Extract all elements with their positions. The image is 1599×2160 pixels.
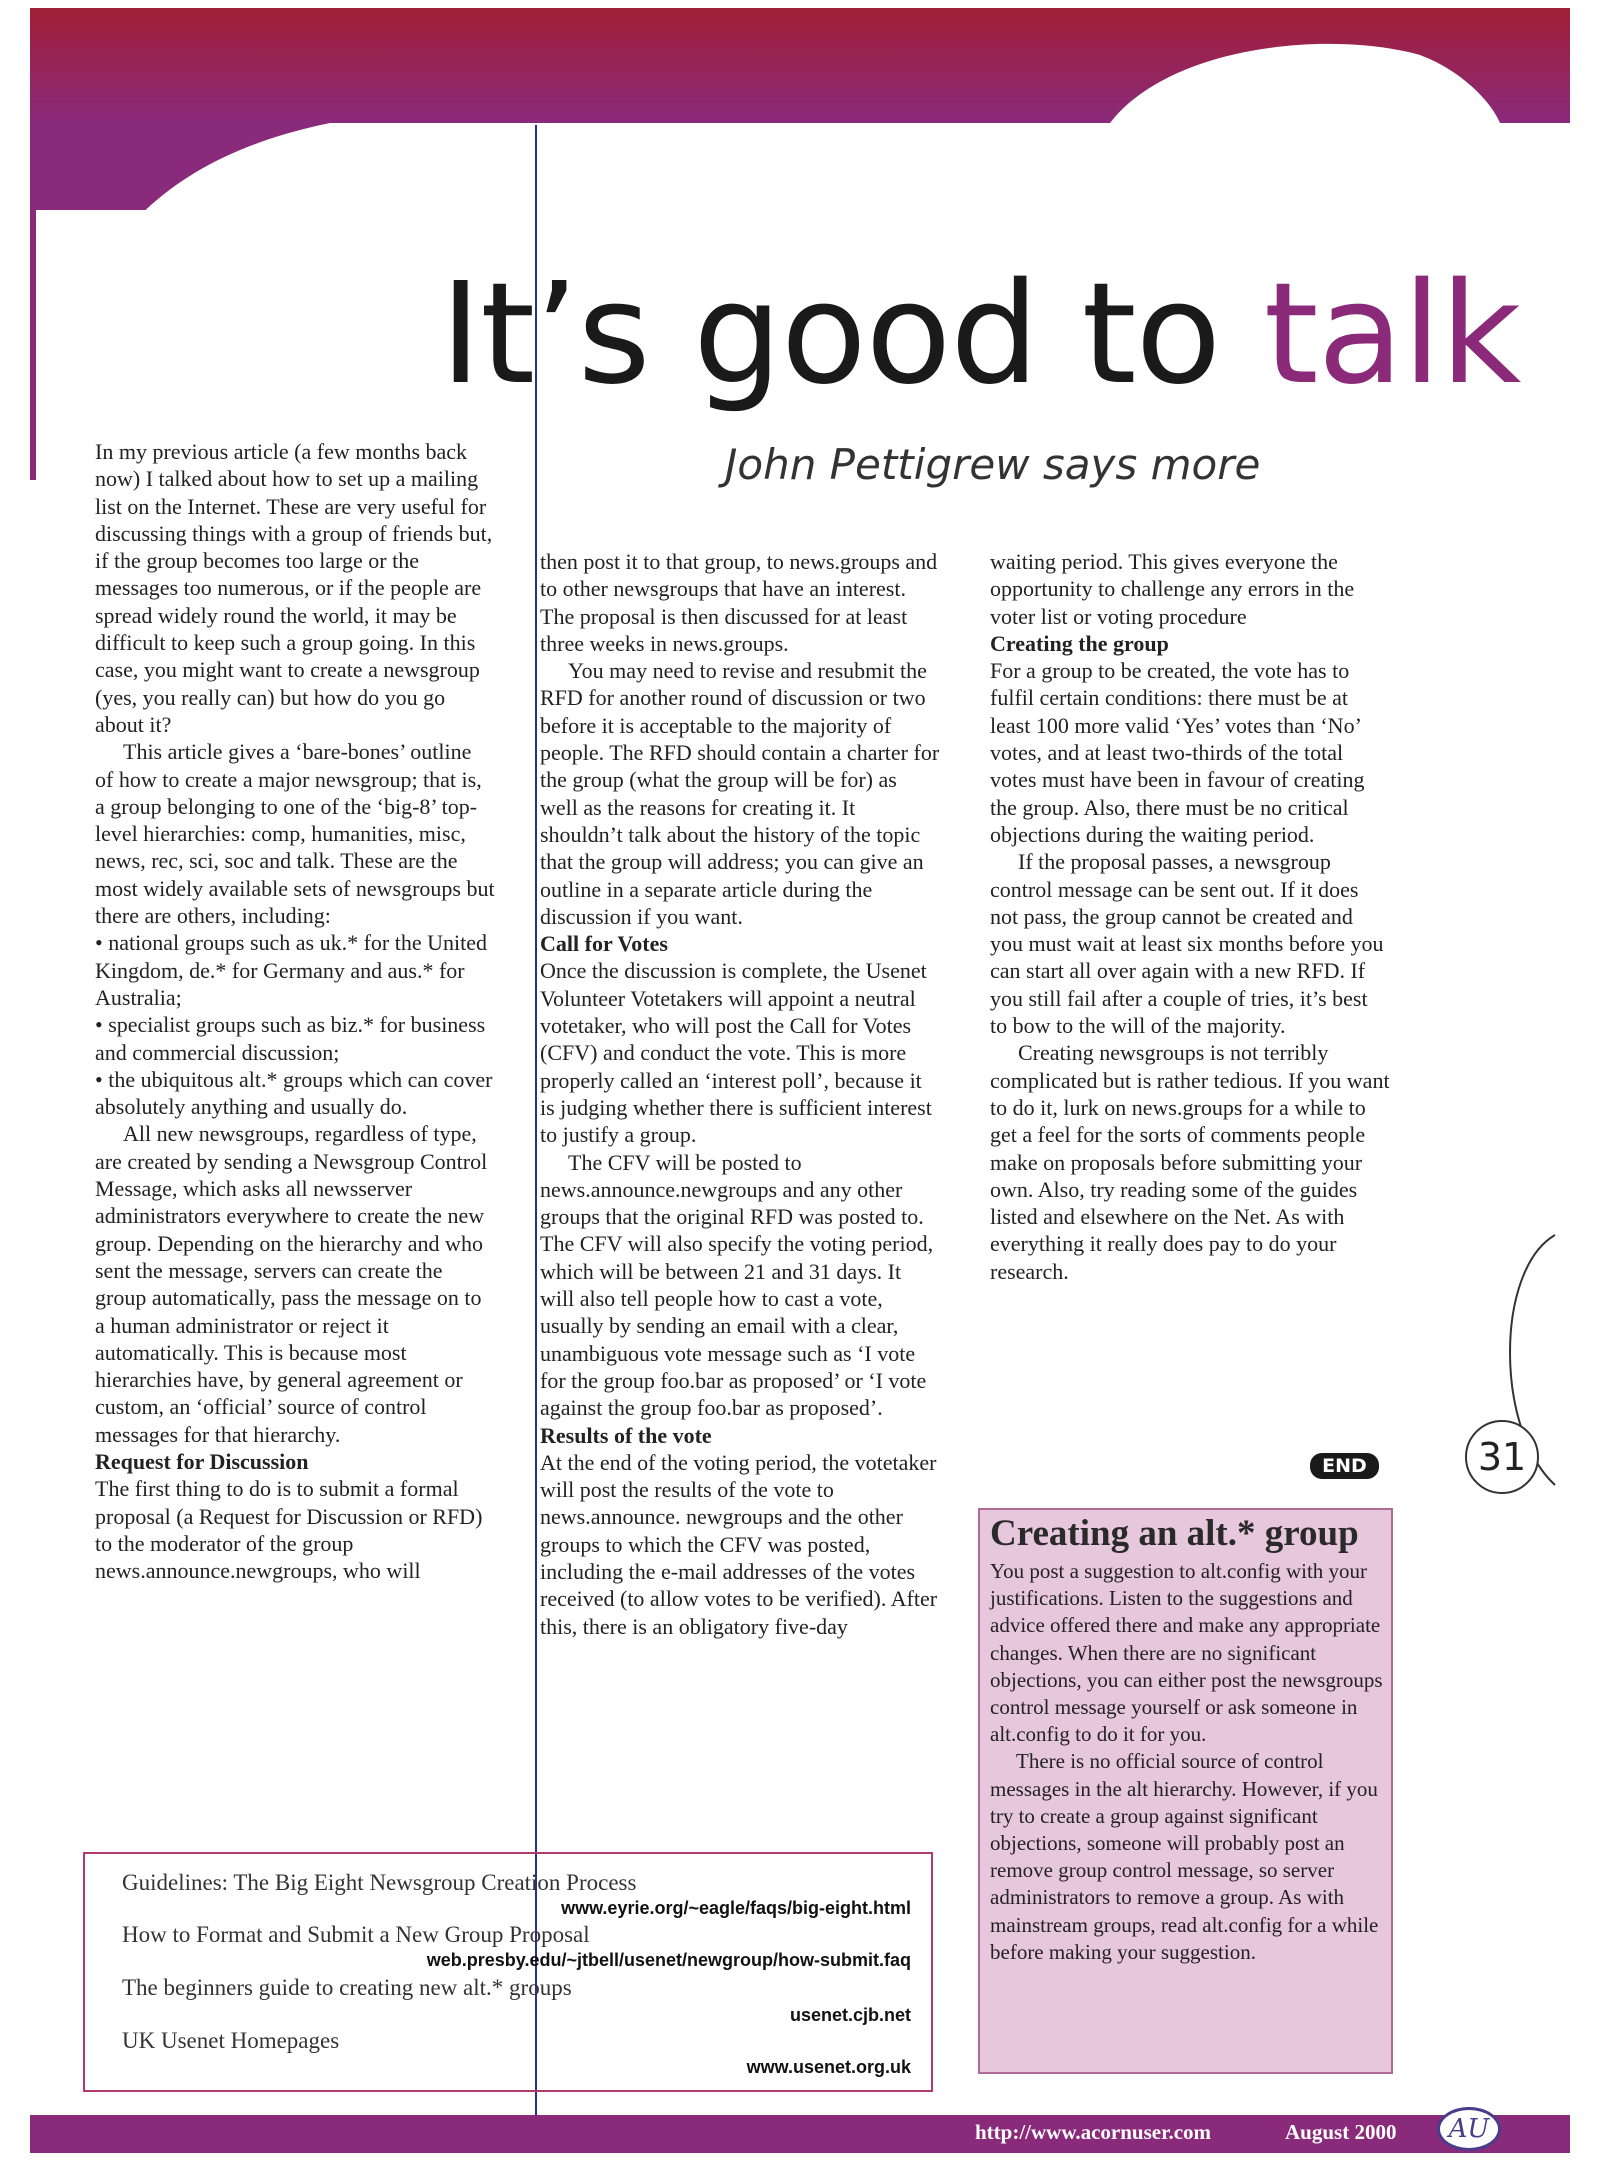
link-url[interactable]: www.eyrie.org/~eagle/faqs/big-eight.html	[561, 1898, 911, 1918]
link-url[interactable]: www.usenet.org.uk	[746, 2057, 911, 2077]
sidebar-title: Creating an alt.* group	[990, 1513, 1359, 1554]
title-main: It’s good to	[440, 253, 1264, 416]
title-accent: talk	[1263, 253, 1521, 416]
sidebar-body	[990, 1558, 1385, 1966]
paragraph: • specialist groups such as biz.* for business and commercial discussion;	[95, 1012, 486, 1065]
footer-date: August 2000	[1285, 2120, 1397, 2144]
column-divider-line	[535, 125, 537, 2125]
link-label: Guidelines: The Big Eight Newsgroup Creation Process	[122, 1870, 637, 1895]
paragraph: then post it to that group, to news.groups and to other newsgroups that have an interest. The proposal is then discussed for at least three weeks in news.groups.	[540, 549, 938, 656]
paragraph: • national groups such as uk.* for the United Kingdom, de.* for Germany and aus.* for Australia;	[95, 930, 488, 1010]
link-label: The beginners guide to creating new alt.* groups	[122, 1975, 572, 2000]
header-banner	[0, 0, 1599, 210]
paragraph: The CFV will be posted to news.announce.newgroups and any other groups that the original RFD was posted to. The CFV will also specify the voting period, which will be between 21 and 31 days. It will also tell people how to cast a vote, usually by sending an email with a clear, unambiguous vote message such as ‘I vote for the group foo.bar as proposed’ or ‘I vote against the group foo.bar as proposed’.	[540, 1149, 934, 1421]
paragraph: In my previous article (a few months back now) I talked about how to set up a mailing list on the Internet. These are very useful for discussing things with a group of friends but, if the group becomes too large or the messages too numerous, or if the people are spread widely round the world, it may be difficult to keep such a group going. In this case, you might want to create a newsgroup (yes, you really can) but how do you go about it?	[95, 439, 493, 737]
article-column-1	[95, 438, 495, 1584]
paragraph: • the ubiquitous alt.* groups which can cover absolutely anything and usually do.	[95, 1066, 493, 1120]
sidebar-paragraph: You post a suggestion to alt.config with your justifications. Listen to the suggestions and advice offered there and make any appropriate changes. When there are no significant objections, you can either post the newsgroups control message yourself or ask someone in alt.config to do it for you.	[990, 1559, 1383, 1747]
article-column-3	[990, 548, 1390, 1285]
link-label: UK Usenet Homepages	[122, 2028, 340, 2053]
section-heading: Call for Votes	[540, 931, 668, 957]
paragraph: At the end of the voting period, the votetaker will post the results of the vote to news.announce. newgroups and the other groups to which the CFV was posted, including the e-mail addresses of the votes received (to allow votes to be verified). After this, there is an obligatory five-day	[540, 1449, 938, 1639]
paragraph: If the proposal passes, a newsgroup control message can be sent out. If it does not pass, the group cannot be created and you must wait at least six months before you can start all over again with a new RFD. If you still fail after a couple of tries, it’s best to bow to the will of the majority.	[990, 849, 1384, 1039]
paragraph: The first thing to do is to submit a formal proposal (a Request for Discussion or RFD) to the moderator of the group news.announce.newgroups, who will	[95, 1476, 483, 1584]
paragraph: waiting period. This gives everyone the opportunity to challenge any errors in the voter list or voting procedure	[990, 549, 1355, 629]
page-number: 31	[1465, 1420, 1539, 1494]
section-heading: Creating the group	[990, 630, 1169, 656]
article-title	[440, 253, 1521, 416]
paragraph: All new newsgroups, regardless of type, are created by sending a Newsgroup Control Message, which asks all newsserver administrators everywhere to create the new group. Depending on the hierarchy and who sent the message, servers can create the group automatically, pass the message on to a human administrator or reject it automatically. This is because most hierarchies have, by general agreement or custom, an ‘official’ source of control messages for that hierarchy.	[95, 1121, 488, 1447]
footer-url[interactable]: http://www.acornuser.com	[975, 2120, 1212, 2144]
paragraph: Creating newsgroups is not terribly complicated but is rather tedious. If you want to do it, lurk on news.groups for a while to get a feel for the sorts of comments people make on proposals before submitting your own. Also, try reading some of the guides listed and elsewhere on the Net. As with everything it really does pay to do your research.	[990, 1040, 1390, 1284]
left-edge-bar	[30, 120, 36, 480]
sidebar-paragraph: There is no official source of control messages in the alt hierarchy. However, if you try to create a group against significant objections, someone will probably post an remove group control message, so server administrators to remove a group. As with mainstream groups, read alt.config for a while before making your suggestion.	[990, 1749, 1379, 1964]
section-heading: Request for Discussion	[95, 1448, 309, 1474]
link-url[interactable]: web.presby.edu/~jtbell/usenet/newgroup/how-submit.faq	[426, 1950, 911, 1970]
end-badge: END	[1310, 1453, 1379, 1479]
paragraph: Once the discussion is complete, the Usenet Volunteer Votetakers will appoint a neutral votetaker, who will post the Call for Votes (CFV) and conduct the vote. This is more properly called an ‘interest poll’, because it is judging whether there is sufficient interest to justify a group.	[540, 958, 932, 1148]
article-column-2	[540, 548, 940, 1640]
paragraph: For a group to be created, the vote has to fulfil certain conditions: there must be at least 100 more valid ‘Yes’ votes than ‘No’ votes, and at least two-thirds of the total votes must have been in favour of creating the group. Also, there must be no critical objections during the waiting period.	[990, 658, 1365, 847]
acorn-user-logo-icon: AU	[1437, 2107, 1501, 2151]
section-heading: Results of the vote	[540, 1422, 712, 1448]
paragraph: This article gives a ‘bare-bones’ outline of how to create a major newsgroup; that is, a group belonging to one of the ‘big-8’ top-level hierarchies: comp, humanities, misc, news, rec, sci, soc and talk. These are the most widely available sets of newsgroups but there are others, including:	[95, 739, 495, 929]
link-url[interactable]: usenet.cjb.net	[789, 2005, 911, 2025]
link-label: How to Format and Submit a New Group Proposal	[122, 1922, 590, 1947]
article-byline: John Pettigrew says more	[725, 440, 1261, 489]
paragraph: You may need to revise and resubmit the RFD for another round of discussion or two before it is acceptable to the majority of people. The RFD should contain a charter for the group (what the group will be for) as well as the reasons for creating it. It shouldn’t talk about the history of the topic that the group will address; you can give an outline in a separate article during the discussion if you want.	[540, 658, 940, 929]
